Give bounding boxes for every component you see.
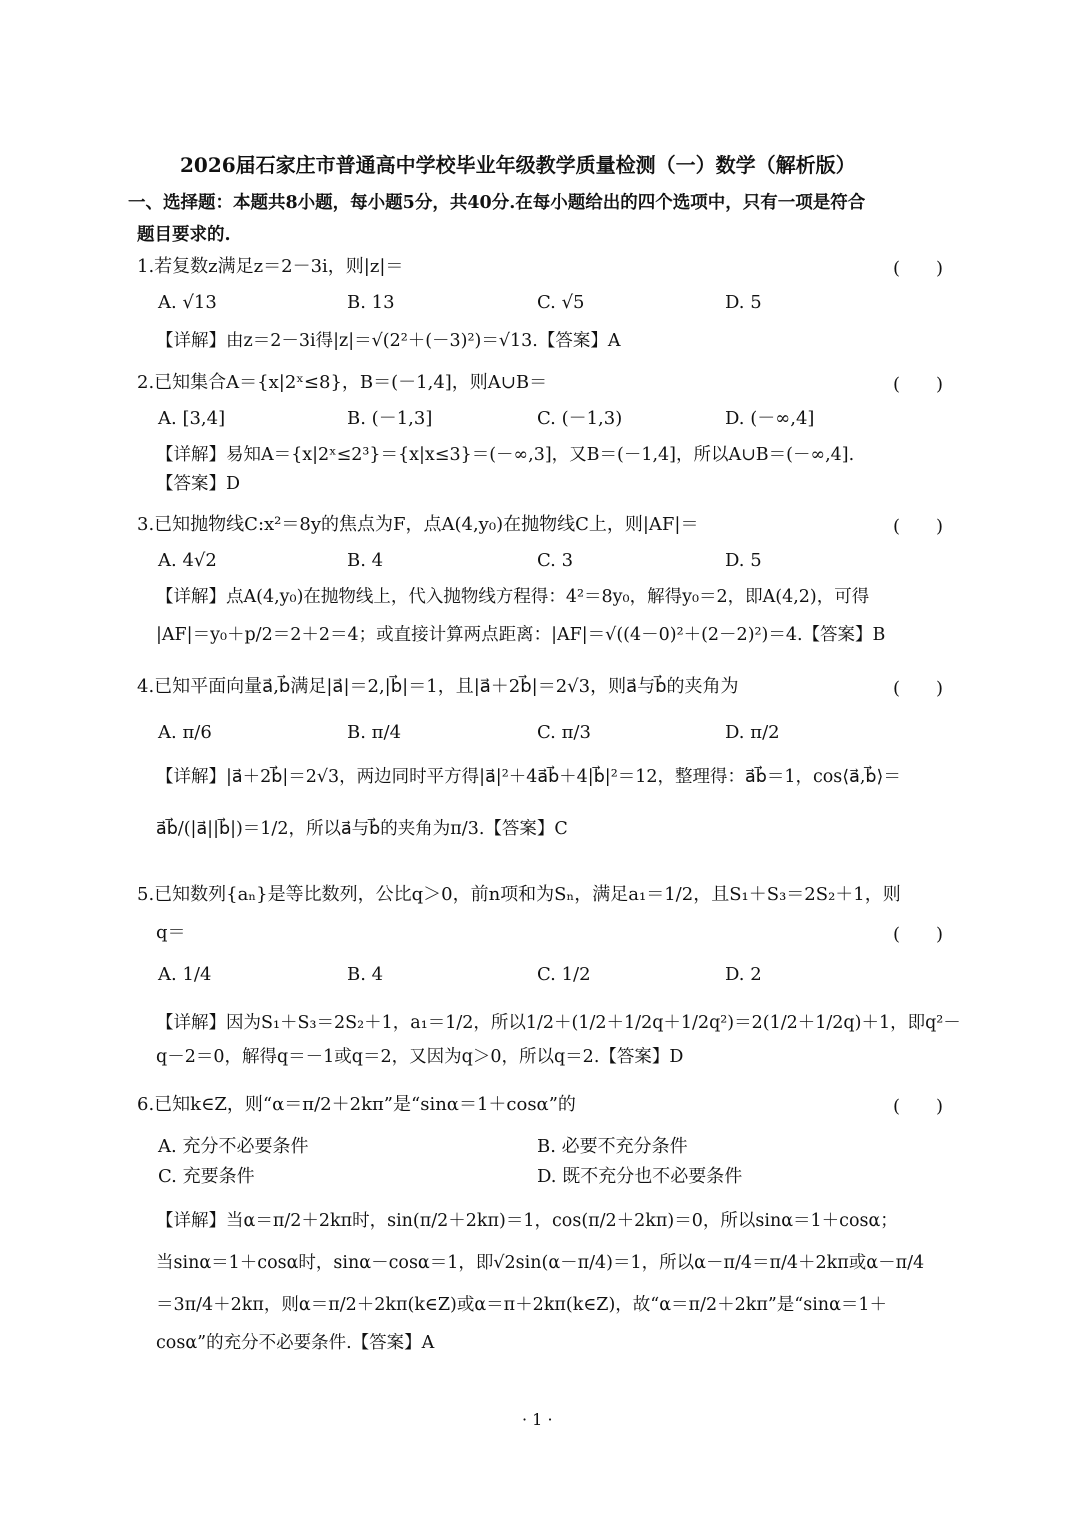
question-6-option-b: B. 必要不充分条件 [537,1136,688,1157]
page-number: · 1 · [522,1410,553,1429]
question-3-analysis-line-1: 【详解】点A(4,y₀)在抛物线上，代入抛物线方程得：4²＝8y₀，解得y₀＝2，即A(4,2)，可得 [156,587,870,607]
question-1-option-a: A. √13 [158,292,217,313]
question-3-option-d: D. 5 [725,550,762,571]
question-2-analysis-line-1: 【详解】易知A＝{x|2ˣ≤2³}＝{x|x≤3}＝(－∞,3]，又B＝(－1,4]，所以A∪B＝(－∞,4]. [156,445,855,465]
question-3-stem: 3.已知抛物线C:x²＝8y的焦点为F，点A(4,y₀)在抛物线C上，则|AF|＝ [137,514,699,535]
question-5-option-c: C. 1/2 [537,964,591,985]
section-heading-line1: 一、选择题：本题共8小题，每小题5分，共40分.在每小题给出的四个选项中，只有一项是符合 [128,193,866,213]
question-6-analysis-line-4: cosα”的充分不必要条件.【答案】A [156,1333,435,1353]
question-4-option-a: A. π/6 [158,722,212,743]
question-1-option-b: B. 13 [347,292,395,313]
question-2-option-a: A. [3,4] [158,408,226,429]
question-4-option-d: D. π/2 [725,722,780,743]
question-5-option-d: D. 2 [725,964,762,985]
question-1-option-c: C. √5 [537,292,585,313]
answer-blank: ( ) [893,258,944,279]
question-6-option-a: A. 充分不必要条件 [158,1136,309,1157]
section-heading-line2: 题目要求的. [137,225,231,245]
answer-blank: ( ) [893,1096,944,1117]
question-6-stem: 6.已知k∈Z，则“α＝π/2＋2kπ”是“sinα＝1＋cosα”的 [137,1094,576,1115]
question-3-option-b: B. 4 [347,550,384,571]
question-5-option-a: A. 1/4 [158,964,212,985]
question-3-option-a: A. 4√2 [158,550,217,571]
question-4-option-b: B. π/4 [347,722,402,743]
question-6-option-c: C. 充要条件 [158,1166,255,1187]
question-2-option-b: B. (－1,3] [347,408,433,429]
question-5-analysis-line-1: 【详解】因为S₁＋S₃＝2S₂＋1，a₁＝1/2，所以1/2＋(1/2＋1/2q＋1/2q²)＝2(1/2＋1/2q)＋1，即q²－ [156,1013,961,1033]
answer-blank: ( ) [893,516,944,537]
question-1-option-d: D. 5 [725,292,762,313]
question-6-analysis-line-1: 【详解】当α＝π/2＋2kπ时，sin(π/2＋2kπ)＝1，cos(π/2＋2kπ)＝0，所以sinα＝1＋cosα； [156,1211,898,1231]
question-2-option-d: D. (－∞,4] [725,408,815,429]
question-2-analysis-line-2: 【答案】D [156,474,241,494]
question-4-stem: 4.已知平面向量a⃗,b⃗满足|a⃗|＝2,|b⃗|＝1，且|a⃗＋2b⃗|＝2√3，则a⃗与b⃗的夹角为 [137,676,739,697]
question-6-option-d: D. 既不充分也不必要条件 [537,1166,743,1187]
question-4-analysis-line-2: a⃗b⃗/(|a⃗||b⃗|)＝1/2，所以a⃗与b⃗的夹角为π/3.【答案】C [156,819,568,839]
question-5-option-b: B. 4 [347,964,384,985]
question-3-option-c: C. 3 [537,550,574,571]
question-4-analysis-line-1: 【详解】|a⃗＋2b⃗|＝2√3，两边同时平方得|a⃗|²＋4a⃗b⃗＋4|b⃗|²＝12，整理得：a⃗b⃗＝1，cos⟨a⃗,b⃗⟩＝ [156,767,901,787]
question-3-analysis-line-2: |AF|＝y₀＋p/2＝2＋2＝4；或直接计算两点距离：|AF|＝√((4－0)²＋(2－2)²)＝4.【答案】B [156,625,886,645]
question-2-option-c: C. (－1,3) [537,408,623,429]
page-title: 2026届石家庄市普通高中学校毕业年级教学质量检测（一）数学（解析版） [180,153,856,177]
question-1-stem: 1.若复数z满足z＝2－3i，则|z|＝ [137,256,404,277]
answer-blank: ( ) [893,374,944,395]
question-1-analysis-line-1: 【详解】由z＝2－3i得|z|＝√(2²＋(－3)²)＝√13.【答案】A [156,331,621,351]
question-2-stem: 2.已知集合A＝{x|2ˣ≤8}，B＝(－1,4]，则A∪B＝ [137,372,548,393]
question-5-stem-line-2: q＝ [156,922,186,943]
question-4-option-c: C. π/3 [537,722,591,743]
answer-blank: ( ) [893,678,944,699]
answer-blank: ( ) [893,924,944,945]
question-6-analysis-line-3: ＝3π/4＋2kπ，则α＝π/2＋2kπ(k∈Z)或α＝π＋2kπ(k∈Z)，故“α＝π/2＋2kπ”是“sinα＝1＋ [156,1295,888,1315]
question-5-stem-line-1: 5.已知数列{aₙ}是等比数列，公比q＞0，前n项和为Sₙ，满足a₁＝1/2，且S₁＋S₃＝2S₂＋1，则 [137,884,901,905]
question-6-analysis-line-2: 当sinα＝1＋cosα时，sinα－cosα＝1，即√2sin(α－π/4)＝1，所以α－π/4＝π/4＋2kπ或α－π/4 [156,1253,925,1273]
question-5-analysis-line-2: q－2＝0，解得q＝－1或q＝2，又因为q＞0，所以q＝2.【答案】D [156,1047,684,1067]
